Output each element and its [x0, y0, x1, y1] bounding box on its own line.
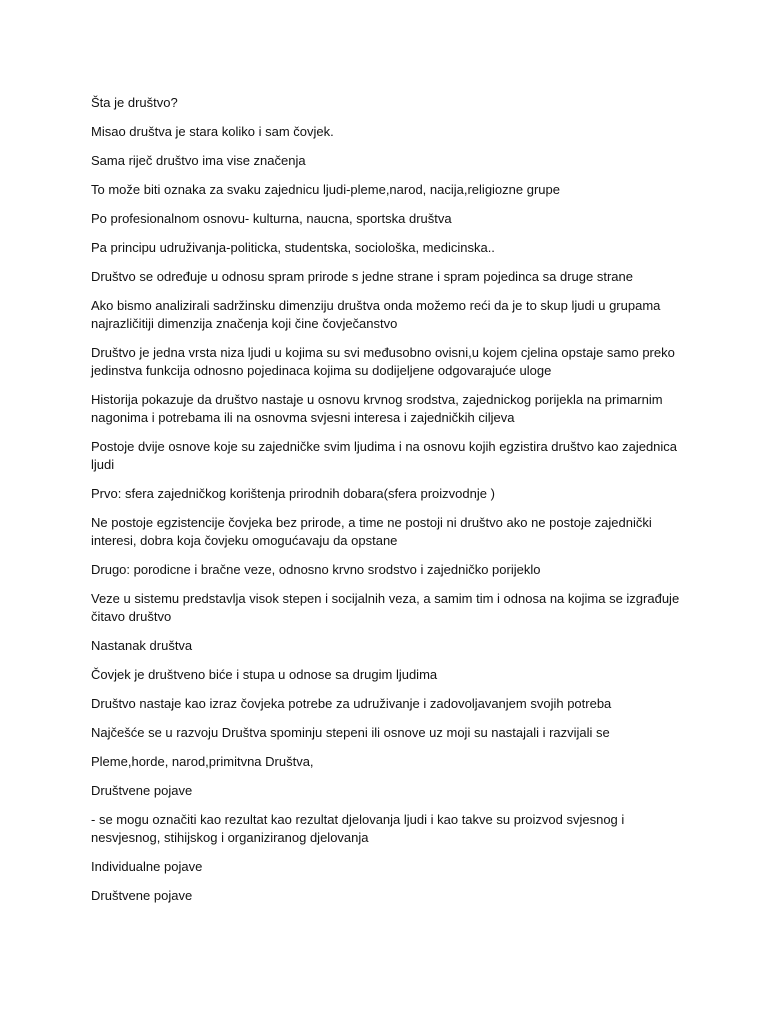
- section-heading: Nastanak društva: [91, 638, 193, 653]
- paragraph: Historija pokazuje da društvo nastaje u osnovu krvnog srodstva, zajednickog porijekla na primarnim nagonima i potrebama ili na osnovma svjesni interesa i zajedničkih ciljeva: [91, 392, 663, 425]
- paragraph: Najčešće se u razvoju Društva spominju stepeni ili osnove uz moji su nastajali i razvijali se: [91, 725, 610, 740]
- section-heading: Društvene pojave: [91, 783, 193, 798]
- paragraph-heading: Šta je društvo?: [91, 95, 178, 110]
- paragraph: Sama riječ društvo ima vise značenja: [91, 153, 306, 168]
- paragraph: Društvene pojave: [91, 888, 193, 903]
- paragraph: Pleme,horde, narod,primitvna Društva,: [91, 754, 314, 769]
- paragraph: Drugo: porodicne i bračne veze, odnosno krvno srodstvo i zajedničko porijeklo: [91, 562, 541, 577]
- paragraph: To može biti oznaka za svaku zajednicu ljudi-pleme,narod, nacija,religiozne grupe: [91, 182, 560, 197]
- document-body: [91, 94, 691, 916]
- paragraph: Individualne pojave: [91, 859, 203, 874]
- paragraph: Veze u sistemu predstavlja visok stepen i socijalnih veza, a samim tim i odnosa na kojima se izgrađuje čitavo društvo: [91, 591, 680, 624]
- paragraph: Prvo: sfera zajedničkog korištenja prirodnih dobara(sfera proizvodnje ): [91, 486, 495, 501]
- paragraph: Ne postoje egzistencije čovjeka bez prirode, a time ne postoji ni društvo ako ne postoje zajednički interesi, dobra koja čovjeku omogućavaju da opstane: [91, 515, 652, 548]
- paragraph: - se mogu označiti kao rezultat kao rezultat djelovanja ljudi i kao takve su proizvod svjesnog i nesvjesnog, stihijskog i organiziranog djelovanja: [91, 812, 625, 845]
- paragraph: Društvo se određuje u odnosu spram prirode s jedne strane i spram pojedinca sa druge strane: [91, 269, 633, 284]
- paragraph: Čovjek je društveno biće i stupa u odnose sa drugim ljudima: [91, 667, 438, 682]
- paragraph: Društvo nastaje kao izraz čovjeka potrebe za udruživanje i zadovoljavanjem svojih potreba: [91, 696, 612, 711]
- paragraph: Postoje dvije osnove koje su zajedničke svim ljudima i na osnovu kojih egzistira društvo kao zajednica ljudi: [91, 439, 678, 472]
- paragraph: Ako bismo analizirali sadržinsku dimenziju društva onda možemo reći da je to skup ljudi u grupama najrazličitiji dimenzija značenja koji čine čovječanstvo: [91, 298, 661, 331]
- paragraph: Pa principu udruživanja-politicka, studentska, sociološka, medicinska..: [91, 240, 495, 255]
- paragraph: Po profesionalnom osnovu- kulturna, naucna, sportska društva: [91, 211, 452, 226]
- paragraph: Društvo je jedna vrsta niza ljudi u kojima su svi međusobno ovisni,u kojem cjelina opstaje samo preko jedinstva funkcija odnosno pojedinaca kojima su dodijeljene odgovarajuće uloge: [91, 345, 675, 378]
- paragraph: Misao društva je stara koliko i sam čovjek.: [91, 124, 334, 139]
